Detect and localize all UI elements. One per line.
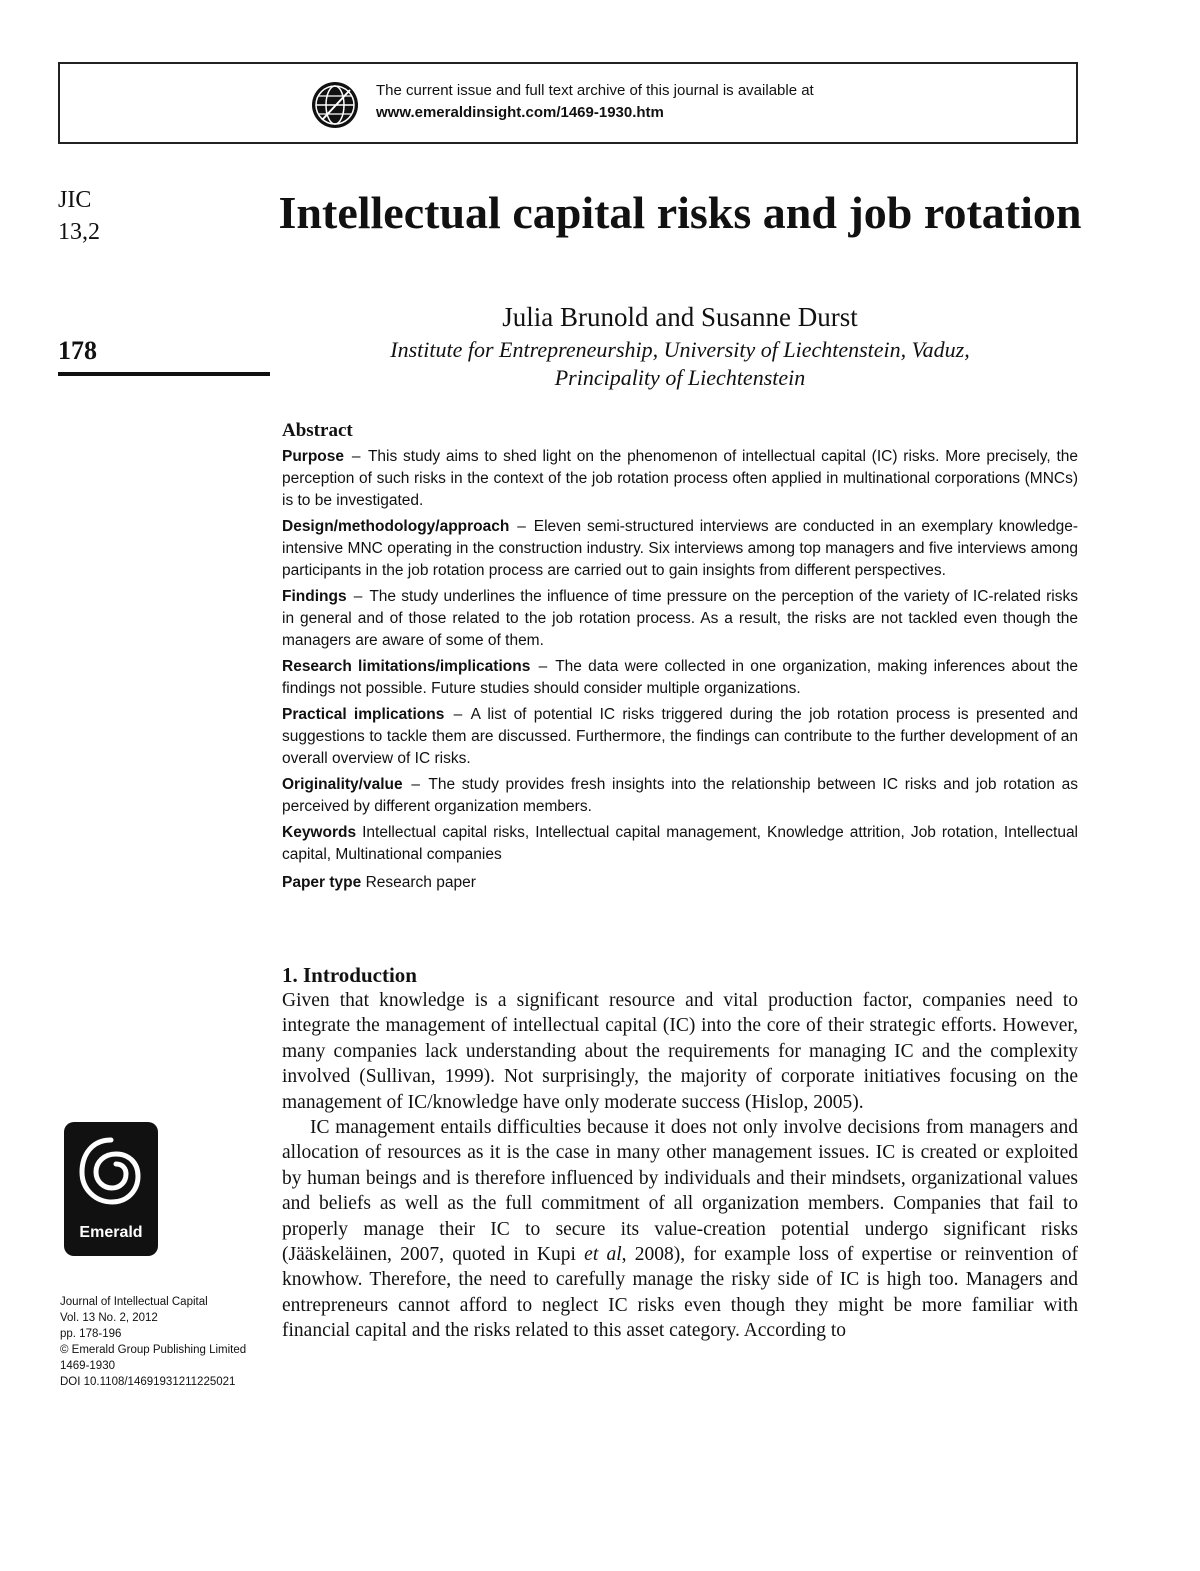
introduction-section	[282, 962, 1078, 1344]
paragraph-text: , 2008), for example loss of expertise or reinvention of knowhow. Therefore, the need to carefully manage the risky side of IC is high too. Managers and entrepreneurs cannot afford to neglect IC risks even though they might be more familiar with financial capital and the risks related to this asset category. According to	[282, 1244, 1078, 1342]
paper-type-text: Research paper	[365, 874, 476, 891]
globe-icon	[310, 80, 360, 130]
journal-banner	[58, 62, 1078, 144]
abstract-practical	[282, 704, 1078, 770]
abstract-dash: –	[411, 776, 420, 793]
abstract-text: A list of potential IC risks triggered during the job rotation process is presented and suggestions to tackle them are discussed. Furthermore, the findings can contribute to the further development of an overall overview of IC risks.	[282, 706, 1079, 767]
abstract-text: Eleven semi-structured interviews are conducted in an exemplary knowledge-intensive MNC operating in the construction industry. Six interviews among top managers and five interviews among participants in the job rotation process are carried out to gain insights from different perspectives.	[282, 518, 1078, 579]
page-number: 178	[58, 336, 97, 365]
abstract-text: The study underlines the influence of time pressure on the perception of the variety of IC-related risks in general and of those related to the job rotation process. As a result, the risks are not tackled even though the managers are aware of some of them.	[282, 588, 1078, 649]
issn: 1469-1930	[60, 1360, 115, 1372]
abstract-heading: Abstract	[282, 420, 353, 441]
abstract-text: This study aims to shed light on the phenomenon of intellectual capital (IC) risks. More precisely, the perception of such risks in the context of the job rotation process often applied in multinational corporations (MNCs) is to be investigated.	[282, 448, 1078, 509]
affiliation-line-1: Institute for Entrepreneurship, University of Liechtenstein, Vaduz,	[390, 337, 970, 362]
paper-type-label: Paper type	[282, 874, 362, 891]
abstract-dash: –	[517, 518, 526, 535]
paper-type	[282, 872, 1078, 894]
paragraph-text: IC management entails difficulties because it does not only involve decisions from managers and allocation of resources as it is the case in many other management issues. IC is created or exploited by human beings and is therefore influenced by individuals and their mindsets, organizational values and beliefs as well as the full commitment of all organization members. Companies that fail to properly manage their IC to secure its value-creation potential undergo significant risks (Jääskeläinen, 2007, quoted in Kupi	[282, 1117, 1078, 1266]
abstract-originality	[282, 774, 1078, 818]
journal-volume: Vol. 13 No. 2, 2012	[60, 1312, 158, 1324]
journal-url-link[interactable]: www.emeraldinsight.com/1469-1930.htm	[376, 104, 664, 121]
abstract-design	[282, 516, 1078, 582]
journal-code	[58, 184, 100, 248]
banner-availability-text: The current issue and full text archive of this journal is available at	[376, 82, 814, 99]
abstract-dash: –	[453, 706, 463, 723]
copyright: © Emerald Group Publishing Limited	[60, 1344, 247, 1356]
introduction-paragraph-1: Given that knowledge is a significant resource and vital production factor, companies need to integrate the management of intellectual capital (IC) into the core of their strategic efforts. However, many companies lack understanding about the requirements for managing IC and the complexity involved (Sullivan, 1999). Not surprisingly, the majority of corporate initiatives focusing on the management of IC/knowledge have only moderate success (Hislop, 2005).	[282, 990, 1078, 1113]
doi: DOI 10.1108/14691931211225021	[60, 1376, 236, 1388]
abstract-purpose	[282, 446, 1078, 512]
article-authors: Julia Brunold and Susanne Durst	[502, 302, 858, 332]
journal-name: Journal of Intellectual Capital	[60, 1296, 208, 1308]
keywords-text: Intellectual capital risks, Intellectual capital management, Knowledge attrition, Job rotation, Intellectual capital, Multinational companies	[282, 824, 1079, 863]
abstract-label: Findings	[282, 588, 347, 605]
introduction-paragraph-2	[282, 1115, 1078, 1344]
journal-abbreviation: JIC	[58, 187, 92, 213]
abstract-findings	[282, 586, 1078, 652]
emerald-logo-word: Emerald	[79, 1224, 143, 1241]
introduction-heading: 1. Introduction	[282, 963, 417, 987]
citation-et-al: et al	[584, 1244, 622, 1266]
abstract-dash: –	[353, 588, 363, 605]
emerald-logo	[64, 1122, 158, 1256]
abstract-text: The data were collected in one organization, making inferences about the findings not possible. Future studies should consider multiple organizations.	[282, 658, 1078, 697]
article-title: Intellectual capital risks and job rotation	[278, 187, 1082, 238]
journal-pages: pp. 178-196	[60, 1328, 122, 1340]
sidebar-divider	[58, 372, 270, 376]
keywords	[282, 822, 1078, 866]
abstract-label: Purpose	[282, 448, 345, 465]
abstract-dash: –	[538, 658, 548, 675]
keywords-label: Keywords	[282, 824, 357, 841]
banner-text	[376, 80, 814, 124]
affiliation-line-2: Principality of Liechtenstein	[554, 365, 806, 390]
abstract-limitations	[282, 656, 1078, 700]
abstract-label: Practical implications	[282, 706, 445, 723]
abstract	[282, 420, 1078, 898]
abstract-dash: –	[351, 448, 361, 465]
journal-citation-info	[60, 1294, 275, 1390]
abstract-label: Design/methodology/approach	[282, 518, 510, 535]
abstract-text: The study provides fresh insights into the relationship between IC risks and job rotation as perceived by different organization members.	[282, 776, 1079, 815]
emerald-spiral-icon	[74, 1132, 148, 1218]
abstract-label: Research limitations/implications	[282, 658, 531, 675]
abstract-label: Originality/value	[282, 776, 403, 793]
volume-issue: 13,2	[58, 219, 100, 245]
author-affiliation	[270, 336, 1090, 392]
